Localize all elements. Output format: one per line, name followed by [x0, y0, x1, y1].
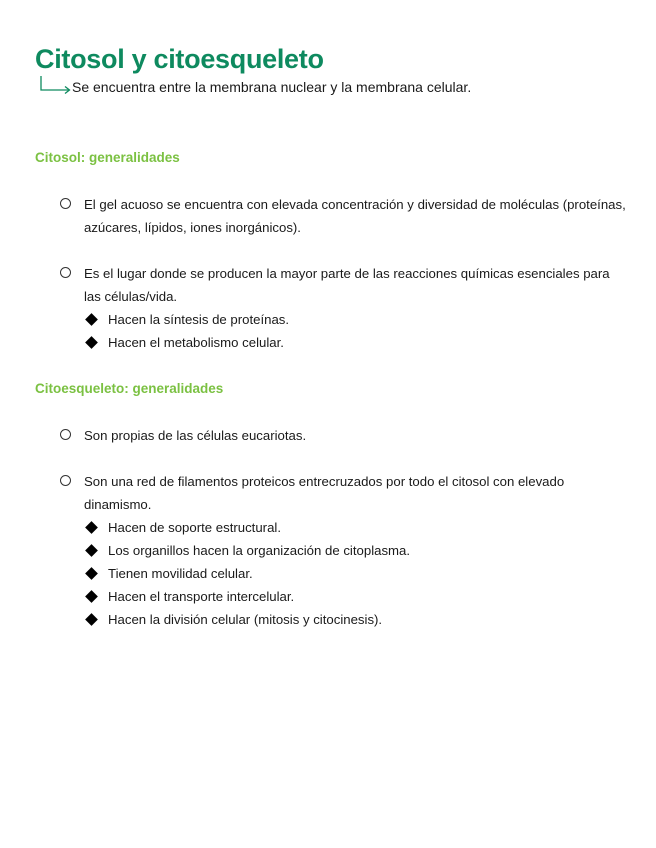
list-item-text: Es el lugar donde se producen la mayor parte de las reacciones químicas esenciales para las células/vida. — [84, 266, 610, 304]
sub-list-item — [84, 331, 630, 354]
circle-bullet-icon — [60, 475, 71, 486]
sub-list-item-text: Hacen de soporte estructural. — [108, 520, 281, 535]
circle-bullet-icon — [60, 198, 71, 209]
list-item — [60, 193, 630, 239]
diamond-bullet-icon — [85, 313, 98, 326]
sub-list-item-text: Hacen la división celular (mitosis y citocinesis). — [108, 612, 383, 627]
list-item-text: El gel acuoso se encuentra con elevada concentración y diversidad de moléculas (proteínas, azúcares, lípidos, iones inorgánicos). — [84, 197, 626, 235]
circle-bullet-icon — [60, 429, 71, 440]
circle-bullet-icon — [60, 267, 71, 278]
sub-list-item-text: Tienen movilidad celular. — [108, 566, 253, 581]
sub-list-item — [84, 516, 630, 539]
sub-list-item-text: Hacen el metabolismo celular. — [108, 335, 284, 350]
section-heading-citosol: Citosol: generalidades — [35, 150, 180, 165]
list-item — [60, 424, 630, 447]
sub-list-item — [84, 308, 630, 331]
diamond-bullet-icon — [85, 567, 98, 580]
list-item — [60, 470, 630, 631]
diamond-bullet-icon — [85, 613, 98, 626]
sub-list-item-text: Hacen la síntesis de proteínas. — [108, 312, 290, 327]
diamond-bullet-icon — [85, 521, 98, 534]
sub-list-item — [84, 562, 630, 585]
section-heading-citoesqueleto: Citoesqueleto: generalidades — [35, 381, 224, 396]
page-title: Citosol y citoesqueleto — [35, 44, 324, 74]
sub-list — [60, 308, 630, 354]
sub-list-item — [84, 585, 630, 608]
page-subtitle: Se encuentra entre la membrana nuclear y la membrana celular. — [72, 79, 472, 95]
list-item — [60, 262, 630, 354]
diamond-bullet-icon — [85, 590, 98, 603]
list-item-text: Son una red de filamentos proteicos entrecruzados por todo el citosol con elevado dinamismo. — [84, 474, 565, 512]
sub-list-item-text: Hacen el transporte intercelular. — [108, 589, 295, 604]
sub-list — [60, 516, 630, 631]
diamond-bullet-icon — [85, 336, 98, 349]
corner-arrow-icon — [40, 76, 72, 96]
sub-list-item — [84, 539, 630, 562]
sub-list-item — [84, 608, 630, 631]
list-item-text: Son propias de las células eucariotas. — [84, 428, 307, 443]
sub-list-item-text: Los organillos hacen la organización de citoplasma. — [108, 543, 411, 558]
diamond-bullet-icon — [85, 544, 98, 557]
